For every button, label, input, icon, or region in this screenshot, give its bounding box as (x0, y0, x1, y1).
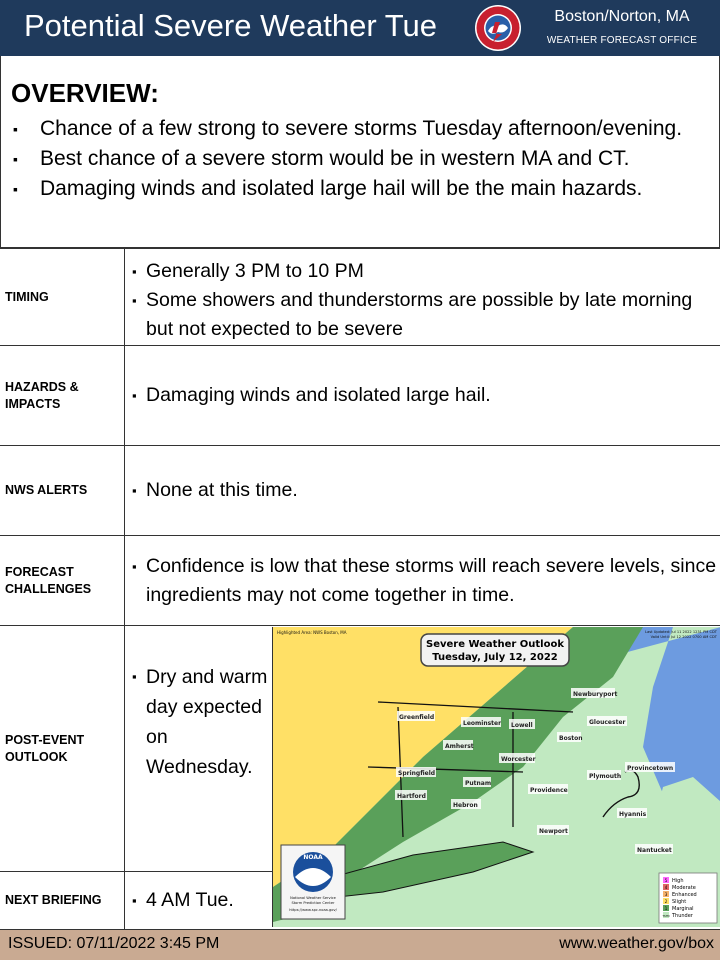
timing-row (0, 248, 720, 345)
svg-text:TSTM: TSTM (662, 915, 670, 918)
nws-logo (474, 4, 522, 52)
map-highlighted-area: Highlighted Area: NWS Boston, MA (277, 630, 347, 635)
map-date: Tuesday, July 12, 2022 (432, 652, 558, 663)
overview-item: ▪ Damaging winds and isolated large hail will be the main hazards. (13, 177, 643, 200)
challenges-item: ▪ Confidence is low that these storms will reach severe levels, since ingredients may not come together in time. (132, 555, 717, 606)
post-event-content (126, 626, 272, 871)
city-label: Hyannis (619, 811, 647, 818)
timing-item: ▪ Some showers and thunderstorms are possible by late morning but not expected to be severe (132, 289, 693, 340)
legend-label: Moderate (672, 885, 696, 891)
office-name: Boston/Norton, MA (554, 8, 690, 25)
alerts-row (0, 445, 720, 535)
svg-text:4: 4 (664, 885, 668, 890)
hazards-item: ▪ Damaging winds and isolated large hail. (132, 384, 491, 406)
city-label: Providence (530, 787, 568, 794)
legend-label: Marginal (672, 906, 694, 912)
city-label: Lowell (511, 722, 533, 729)
alerts-item: ▪ None at this time. (132, 479, 298, 501)
city-label: Springfield (398, 770, 436, 777)
alerts-label: NWS ALERTS (0, 446, 125, 535)
svg-text:3: 3 (664, 892, 668, 897)
timing-label: TIMING (0, 249, 125, 345)
city-label: Newport (539, 828, 568, 835)
legend-label: Slight (672, 899, 687, 905)
city-label: Hebron (453, 802, 478, 809)
svg-text:1: 1 (664, 906, 668, 911)
overview-item: ▪ Chance of a few strong to severe storms Tuesday afternoon/evening. (13, 117, 683, 140)
challenges-content (126, 536, 720, 625)
overview-heading: OVERVIEW: (11, 78, 159, 108)
legend-label: Enhanced (672, 892, 697, 898)
challenges-row (0, 535, 720, 625)
post-event-item: ▪ Dry and warm day expected on Wednesday. (132, 666, 268, 778)
overview-panel (0, 56, 720, 248)
city-label: Greenfield (399, 714, 435, 721)
city-label: Worcester (501, 756, 536, 763)
outlook-map-graphic (273, 627, 720, 927)
timing-content (126, 249, 720, 345)
footer-bar (0, 929, 720, 960)
svg-text:5: 5 (664, 878, 668, 883)
office-subtitle: WEATHER FORECAST OFFICE (546, 35, 698, 46)
next-briefing-label: NEXT BRIEFING (0, 872, 125, 929)
city-label: Nantucket (637, 847, 672, 854)
city-label: Plymouth (589, 773, 622, 780)
header-bar (0, 0, 720, 56)
severe-outlook-map (272, 627, 720, 927)
map-valid-until: Valid Until: Jul 12 2022 0700 AM CDT (650, 635, 717, 639)
city-label: Newburyport (573, 691, 618, 698)
challenges-label: FORECAST CHALLENGES (0, 536, 125, 625)
overview-item: ▪ Best chance of a severe storm would be in western MA and CT. (13, 147, 630, 170)
legend-label: High (672, 878, 684, 884)
map-title: Severe Weather Outlook (426, 639, 564, 650)
noaa-logo-text: NOAA (303, 854, 323, 861)
alerts-content (126, 446, 720, 535)
next-briefing-item: ▪ 4 AM Tue. (132, 889, 234, 911)
city-label: Leominster (463, 720, 502, 727)
timing-item: ▪ Generally 3 PM to 10 PM (132, 260, 364, 282)
website-link[interactable]: www.weather.gov/box (559, 935, 714, 952)
next-briefing-content (126, 872, 272, 929)
city-label: Gloucester (589, 719, 626, 726)
post-event-label: POST-EVENT OUTLOOK (0, 626, 125, 871)
legend-label: Thunder (672, 913, 693, 919)
city-label: Amherst (445, 743, 474, 750)
map-last-updated: Last Updated: Jul 11 2022 1231 PM CDT (645, 630, 717, 634)
city-label: Boston (559, 735, 583, 742)
overview-list (13, 114, 713, 204)
hazards-row (0, 345, 720, 445)
city-label: Putnam (465, 780, 492, 787)
noaa-credit-line: https://www.spc.noaa.gov/ (289, 908, 337, 912)
hazards-label: HAZARDS & IMPACTS (0, 346, 125, 445)
noaa-credit-line: Storm Prediction Center (291, 901, 335, 905)
risk-legend (659, 873, 717, 923)
city-label: Hartford (397, 793, 426, 800)
noaa-credit-line: National Weather Service (290, 896, 336, 900)
hazards-content (126, 346, 720, 445)
page-title: Potential Severe Weather Tue (24, 8, 438, 43)
city-label: Provincetown (627, 765, 674, 772)
issued-timestamp: ISSUED: 07/11/2022 3:45 PM (8, 935, 220, 952)
svg-text:2: 2 (664, 899, 668, 904)
